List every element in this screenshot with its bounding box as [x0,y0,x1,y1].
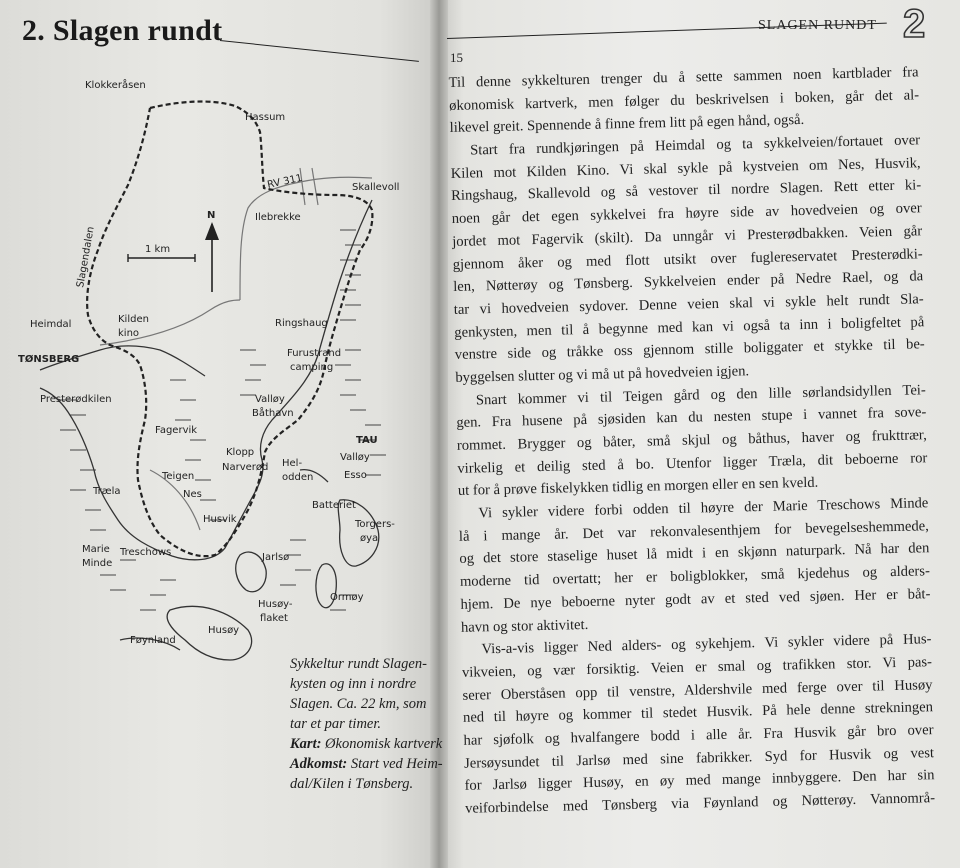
text-line: har sjøfolk og hvalfangere bodd i alle år. Fra Husvik går bro over [463,722,934,749]
kart-label: Kart: [290,736,322,752]
text-line: for Jarlsø ligger Husøy, en øy med mange innbyggere. Den har sin [464,767,935,795]
label-rv311: RV 311 [266,172,304,191]
text-line: moderne tid overtatt; her er boligblokker, små kjedehus og alders- [459,563,931,590]
label-marie: Marie [82,544,110,555]
text-line: Ringshaug, Skallevold og så vestover til nordre Slagen. Rett etter ki- [451,177,922,205]
label-traela: Træla [93,486,121,497]
label-jarlso: Jarlsø [262,552,290,563]
text-line: Jersøysundet til Jarlsø med sine fabrikker. Syd for Husvik og vest [463,744,935,772]
label-skallevoll: Skallevoll [352,182,400,193]
text-line: noen går det egen sykkelvei fra høyre side av hovedveien og over [451,200,922,228]
label-ringshaug: Ringshaug [275,318,328,329]
map-caption [290,654,450,794]
scale-bar [128,244,195,262]
text-line: økonomisk kartverk, men følger du beskrivelsen i boken, går det al- [448,87,920,114]
text-line: Start fra rundkjøringen på Heimdal og ta sykkelveien/fortauet over [470,132,921,159]
label-kino: kino [118,328,140,339]
adkomst-label: Adkomst: [290,756,348,772]
text-line: len, Nøtterøy og Tønsberg. Sykkelveien ender på Nedre Rael, og da [453,268,924,296]
text-line: Til denne sykkelturen trenger du å sette sammen noen kartblader fra [448,64,919,91]
label-batteriet: Batteriet [312,500,356,511]
text-line: Vi sykler videre forbi odden til høyre der Marie Treschows Minde [478,495,929,522]
text-line: ned til høyre og kommer til stedet Husvik. På hele denne strekningen [462,699,934,727]
label-slagendalen: Slagendalen [75,225,97,289]
label-vallo-1: Valløy [255,394,285,405]
label-teigen: Teigen [162,471,195,482]
text-line: rommet. Brygger og båter, små skjul og båthus, haver og frukttrær, [456,427,927,454]
label-husoyflaket-2: flaket [260,613,288,624]
label-furustrand: Furustrand [287,348,342,359]
route-map [0,70,440,670]
label-heloden-2: odden [282,472,314,483]
label-tau: TAU [356,435,378,446]
label-vallo-2: Valløy [340,452,370,463]
label-kilden: Kilden [118,314,149,325]
label-torgersoya-2: øya [360,533,379,544]
caption-line: Slagen. Ca. 22 km, som [290,696,427,712]
text-line: jordet mot Fagervik (skilt). Da unngår vi Presterødbakken. Veien går [452,223,923,250]
scale-label: 1 km [145,244,171,255]
page-number: 15 [450,50,463,65]
north-label: N [207,210,216,221]
label-husvik: Husvik [203,514,237,525]
label-klopp: Klopp [226,447,255,458]
text-line: ut for å prøve fiskelykken tidlig en morgen eller en sen kveld. [457,475,819,500]
label-foynland: Føynland [130,635,176,646]
text-line: venstre side og tråkke oss gjennom stille boliggater et stykke til be- [454,336,925,364]
caption-line: Sykkeltur rundt Slagen- [290,656,427,672]
label-nes: Nes [183,489,202,500]
text-line: gjennom åker og med flott utsikt over fuglereservatet Presterødki- [452,245,923,273]
adkomst-text: Start ved Heim- [347,756,443,772]
label-camping: camping [290,362,334,373]
label-narverod: Narverød [222,462,269,473]
caption-line: kysten og inn i nordre [290,676,417,692]
label-esso: Esso [344,470,367,481]
text-line: havn og stor aktivitet. [460,616,589,636]
label-hassum: Hassum [245,112,286,123]
label-husoyflaket-1: Husøy- [258,599,293,610]
label-tonsberg: TØNSBERG [18,354,80,365]
text-line: genkysten, men til å begynne med kan vi også ta inn i boligfeltet på [454,313,925,341]
label-presterodkilen: Presterødkilen [40,394,112,405]
text-line: gen. Fra husene på sjøsiden kan du nesten stupe i vannet fra sove- [456,404,927,432]
label-treschows: Treschows [120,547,172,558]
text-line: likevel greit. Spennende å finne frem litt på egen hånd, også. [449,112,805,137]
text-line: lå i mange år. Det var rekonvalesenthjem for bevegelseshemmede, [458,517,930,545]
label-husoy: Husøy [208,625,240,636]
label-heloden-1: Hel- [282,458,303,469]
text-line: og det store staselige huset lå midt i en skjønn naturpark. Nå har den [459,540,930,568]
caption-adkomst [290,754,450,774]
label-fagervik: Fagervik [155,425,198,436]
label-ormoy: Ormøy [330,592,364,603]
chapter-number: 2 [903,2,926,46]
text-line: Snart kommer vi til Teigen gård og den lille sørlandsidyllen Tei- [475,381,926,409]
north-arrow [205,210,219,292]
text-line: byggelsen slutter og vi må ut på hovedveien igjen. [455,363,750,386]
text-line: virkelig et deilig sted å bo. Utenfor ligger Træla, dit beboerne ror [457,449,928,477]
caption-line: dal/Kilen i Tønsberg. [290,776,414,792]
text-line: Vis-a-vis ligger Ned alders- og sykehjem. Vi sykler videre på Hus- [481,631,932,658]
body-text [448,43,935,820]
label-minde: Minde [82,558,113,569]
kart-text: Økonomisk kartverk [321,736,443,752]
label-torgersoya-1: Torgers- [355,519,395,530]
text-line: serer Oberståsen opp til venstre, Aldershvile med ferge over til Husøy [462,676,933,704]
place-labels [18,78,399,646]
label-bathavn: Båthavn [252,408,294,419]
running-head: SLAGEN RUNDT [758,18,877,33]
text-line: veiforbindelse med Tønsberg via Føynland og Nøtterøy. Vannområ- [464,790,936,817]
text-line: Kilen mot Kilden Kino. Vi skal sykle på kystveien om Nes, Husvik, [450,155,921,182]
chapter-title: 2. Slagen rundt [22,14,223,47]
text-line: vikveien, og vær forsiktig. Veien er smal og trafikken stor. Vi pas- [461,654,933,681]
label-ilebrekke: Ilebrekke [255,212,301,223]
label-heimdal: Heimdal [30,319,72,330]
caption-line: tar et par timer. [290,716,382,732]
coastline [40,200,379,660]
label-klokkerasen: Klokkeråsen [85,80,146,91]
text-line: tar vi hovedveien sydover. Denne veien skal vi sykle helt rundt Sla- [453,291,924,318]
caption-kart [290,734,450,754]
text-line: hjem. De nye beboerne nyter godt av et sted ved sjøen. Her er båt- [460,586,931,613]
